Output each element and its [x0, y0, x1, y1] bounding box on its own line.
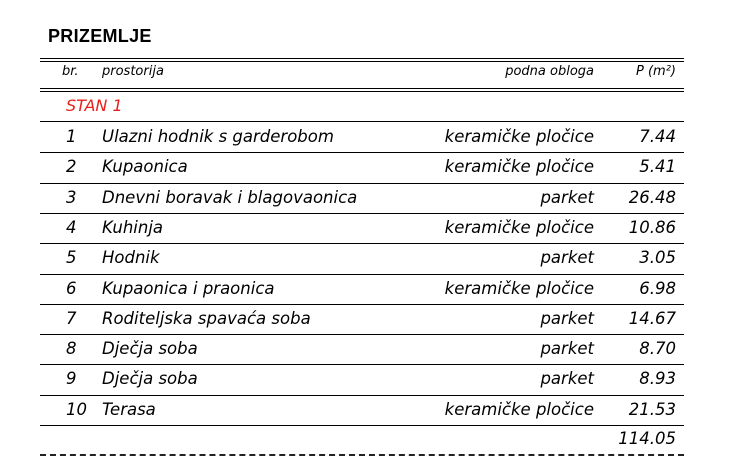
row-flooring: keramičke pločice	[444, 127, 594, 146]
table-header	[40, 58, 684, 88]
row-number: 10	[66, 399, 87, 419]
dashed-separator	[40, 454, 684, 456]
page-title: PRIZEMLJE	[48, 26, 152, 46]
row-number: 6	[66, 278, 77, 298]
row-room: Kupaonica i praonica	[102, 278, 275, 298]
row-room: Dječja soba	[102, 369, 198, 389]
table-row	[40, 304, 684, 334]
row-number: 8	[66, 339, 77, 359]
row-flooring: parket	[540, 339, 594, 359]
header-area: P (m²)	[636, 64, 676, 79]
row-divider	[40, 425, 684, 426]
row-area: 10.86	[628, 217, 676, 237]
row-area: 6.98	[639, 278, 676, 298]
row-flooring: keramičke pločice	[444, 157, 594, 177]
row-area: 14.67	[628, 308, 676, 328]
row-area: 5.41	[639, 157, 676, 177]
table-row	[40, 183, 684, 213]
row-room: Kupaonica	[102, 157, 188, 177]
row-room: Roditeljska spavaća soba	[102, 308, 311, 328]
row-area: 8.70	[639, 339, 676, 359]
unit-label: STAN 1	[66, 96, 123, 115]
table-row	[40, 213, 684, 243]
row-flooring: parket	[540, 369, 594, 389]
table-row	[40, 243, 684, 273]
row-number: 4	[66, 217, 77, 237]
row-flooring: keramičke pločice	[444, 399, 594, 419]
row-number: 7	[66, 308, 77, 328]
total-area: 114.05	[618, 429, 676, 448]
row-area: 8.93	[639, 369, 676, 389]
row-area: 3.05	[639, 248, 676, 268]
row-room: Hodnik	[102, 248, 160, 268]
row-flooring: parket	[540, 187, 594, 207]
row-room: Dječja soba	[102, 339, 198, 359]
row-flooring: keramičke pločice	[444, 278, 594, 298]
row-area: 26.48	[628, 187, 676, 207]
header-room: prostorija	[102, 64, 164, 79]
row-room: Ulazni hodnik s garderobom	[102, 127, 334, 146]
row-flooring: parket	[540, 248, 594, 268]
row-area: 21.53	[628, 399, 676, 419]
row-number: 3	[66, 187, 77, 207]
row-flooring: keramičke pločice	[444, 217, 594, 237]
row-room: Dnevni boravak i blagovaonica	[102, 187, 358, 207]
header-number: br.	[62, 64, 79, 79]
table-row	[40, 395, 684, 425]
row-area: 7.44	[639, 127, 676, 146]
table-row	[40, 274, 684, 304]
row-number: 1	[66, 127, 77, 146]
row-flooring: parket	[540, 308, 594, 328]
row-room: Terasa	[102, 399, 156, 419]
table-row	[40, 334, 684, 364]
header-flooring: podna obloga	[505, 64, 594, 79]
row-number: 9	[66, 369, 77, 389]
table-row	[40, 122, 684, 152]
row-number: 5	[66, 248, 77, 268]
row-number: 2	[66, 157, 77, 177]
table-row	[40, 364, 684, 394]
header-rule	[40, 88, 684, 92]
row-room: Kuhinja	[102, 217, 164, 237]
table-row	[40, 152, 684, 182]
